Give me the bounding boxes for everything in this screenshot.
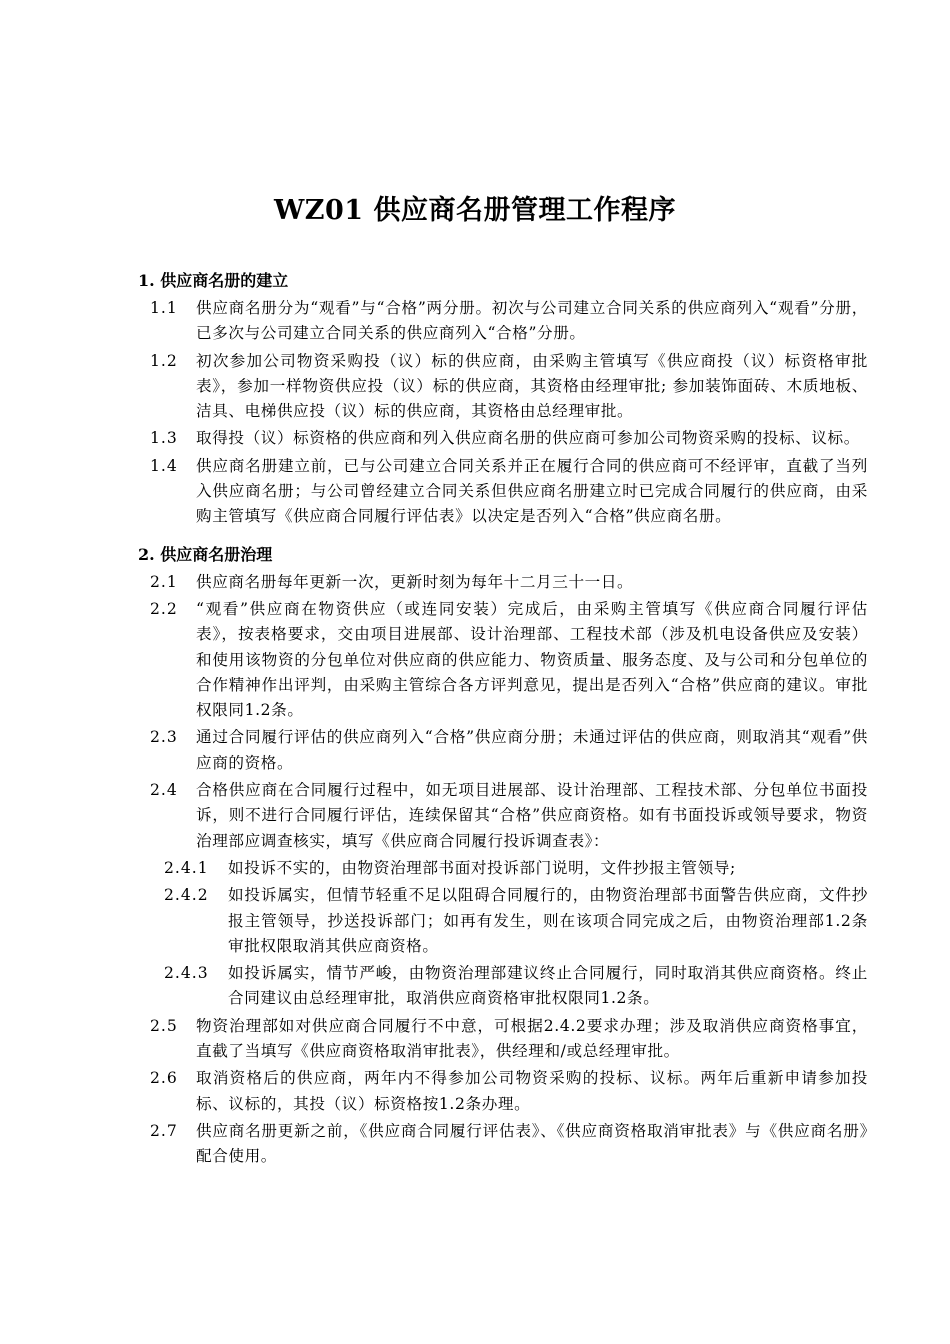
section-2 xyxy=(0,542,950,1170)
clause xyxy=(0,454,868,530)
clause xyxy=(0,349,868,425)
clause-text: 通过合同履行评估的供应商列入“合格”供应商分册；未通过评估的供应商，则取消其“观看”供应商的资格。 xyxy=(196,728,868,772)
clause xyxy=(0,1066,868,1117)
clause-text: 如投诉属实，但情节轻重不足以阻碍合同履行的，由物资治理部书面警告供应商，文件抄报主管领导，抄送投诉部门；如再有发生，则在该项合同完成之后，由物资治理部1.2条审批权限取消其供应商资格。 xyxy=(228,886,868,955)
page-title: WZ01 供应商名册管理工作程序 xyxy=(273,195,676,226)
section-heading: 2. 供应商名册治理 xyxy=(138,544,273,564)
clause-number: 2.5 xyxy=(150,1016,178,1035)
clause xyxy=(0,1119,868,1170)
clause xyxy=(0,426,868,451)
clause-number: 2.4.1 xyxy=(164,858,209,877)
section-heading: 1. 供应商名册的建立 xyxy=(138,271,289,290)
clause-text: 供应商名册更新之前，《供应商合同履行评估表》、《供应商资格取消审批表》与《供应商名册》配合使用。 xyxy=(196,1121,868,1166)
clause xyxy=(0,1014,868,1065)
sub-clause xyxy=(0,961,868,1012)
clause-number: 1.4 xyxy=(150,456,178,475)
clause-text: “观看”供应商在物资供应（或连同安装）完成后，由采购主管填写《供应商合同履行评估表》，按表格要求，交由项目进展部、设计治理部、工程技术部（涉及机电设备供应及安装）和使用该物资的分包单位对供应商的供应能力、物资质量、服务态度、及与公司和分包单位的合作精神作出评判，由采购主管综合各方评判意见，提出是否列入“合格”供应商的建议。审批权限同1.2条。 xyxy=(196,599,868,720)
clause-text: 取消资格后的供应商，两年内不得参加公司物资采购的投标、议标。两年后重新申请参加投标、议标的，其投（议）标资格按1.2条办理。 xyxy=(196,1069,868,1113)
clause-number: 1.2 xyxy=(150,351,178,370)
document-body xyxy=(0,268,950,1182)
clause-text: 如投诉属实，情节严峻，由物资治理部建议终止合同履行，同时取消其供应商资格。终止合同建议由总经理审批，取消供应商资格审批权限同1.2条。 xyxy=(228,964,868,1008)
clause-number: 1.3 xyxy=(150,429,178,448)
sub-clause xyxy=(0,883,868,959)
clause-text: 合格供应商在合同履行过程中，如无项目进展部、设计治理部、工程技术部、分包单位书面投诉，则不进行合同履行评估，连续保留其“合格”供应商资格。如有书面投诉或领导要求，物资治理部应调查核实，填写《供应商合同履行投诉调查表》： xyxy=(196,781,868,850)
clause xyxy=(0,725,868,776)
clause-number: 2.4.2 xyxy=(164,886,209,905)
clause xyxy=(0,778,868,854)
clause-text: 供应商名册分为“观看”与“合格”两分册。初次与公司建立合同关系的供应商列入“观看”分册，已多次与公司建立合同关系的供应商列入“合格”分册。 xyxy=(196,299,868,343)
clause-number: 1.1 xyxy=(150,299,178,317)
clause-number: 2.7 xyxy=(150,1121,178,1140)
clause-text: 供应商名册建立前，已与公司建立合同关系并正在履行合同的供应商可不经评审，直截了当列入供应商名册；与公司曾经建立合同关系但供应商名册建立时已完成合同履行的供应商，由采购主管填写《供应商合同履行评估表》以决定是否列入“合格”供应商名册。 xyxy=(196,456,868,526)
clause xyxy=(0,296,868,347)
clause xyxy=(0,570,868,595)
clause-text: 取得投（议）标资格的供应商和列入供应商名册的供应商可参加公司物资采购的投标、议标。 xyxy=(196,429,860,448)
clause-text: 供应商名册每年更新一次，更新时刻为每年十二月三十一日。 xyxy=(196,572,634,591)
sub-clause xyxy=(0,856,868,881)
clause-number: 2.4.3 xyxy=(164,964,209,983)
clause-text: 初次参加公司物资采购投（议）标的供应商，由采购主管填写《供应商投（议）标资格审批表》，参加一样物资供应投（议）标的供应商，其资格由经理审批; 参加装饰面砖、木质地板、洁具、电梯供应投（议）标的供应商，其资格由总经理审批。 xyxy=(196,351,868,421)
clause-text: 如投诉不实的，由物资治理部书面对投诉部门说明，文件抄报主管领导; xyxy=(228,858,736,877)
clause-number: 2.4 xyxy=(150,781,178,800)
clause-number: 2.6 xyxy=(150,1069,178,1088)
clause xyxy=(0,597,868,723)
clause-number: 2.2 xyxy=(150,599,178,618)
clause-text: 物资治理部如对供应商合同履行不中意，可根据2.4.2要求办理；涉及取消供应商资格事宜，直截了当填写《供应商资格取消审批表》，供经理和/或总经理审批。 xyxy=(196,1016,868,1061)
clause-number: 2.3 xyxy=(150,728,178,747)
section-1 xyxy=(0,268,950,530)
clause-number: 2.1 xyxy=(150,572,178,591)
